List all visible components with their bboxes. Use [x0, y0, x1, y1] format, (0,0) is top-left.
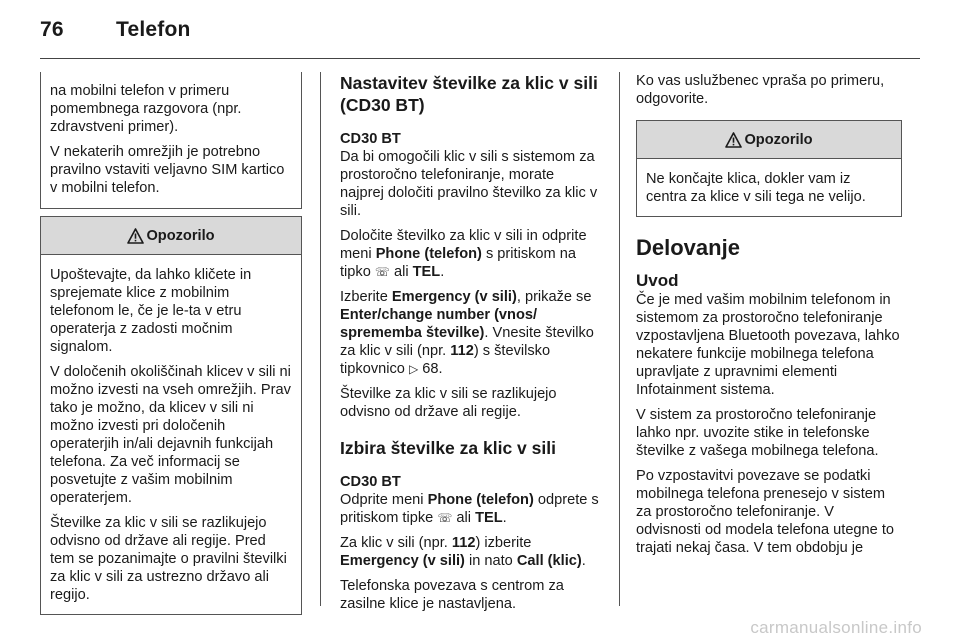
body-paragraph: Za klic v sili (npr. 112) izberite Emergency (v sili) in nato Call (klic). — [340, 535, 586, 569]
warning-paragraph: Številke za klic v sili se razlikujejo odvisno od države ali regije. Pred tem se pozanimajte o pravilni številki za klic v sili za ustrezno državo ali regijo. — [50, 515, 287, 603]
subheading: CD30 BT — [340, 474, 401, 490]
warning-box — [636, 120, 902, 217]
body-paragraph: Če je med vašim mobilnim telefonom in sistemom za prostoročno telefoniranje vzpostavljena Bluetooth povezava, lahko nekatere funkcije mobilnega telefona upravljate z upravnimi elementi Infotainment sistema. — [636, 292, 900, 398]
continued-note-box — [40, 72, 302, 209]
body-paragraph: Po vzpostavitvi povezave se podatki mobilnega telefona prenesejo v sistem za prostoročno telefoniranje. V odvisnosti od modela telefona utegne to trajati nekaj časa. V tem obdobju je — [636, 468, 895, 556]
body-paragraph: Številke za klic v sili se razlikujejo odvisno od države ali regije. — [340, 386, 557, 420]
header-text — [40, 18, 191, 42]
warning-body — [41, 255, 301, 614]
warning-header — [41, 217, 301, 255]
column-3 — [636, 72, 902, 564]
menu-name: Phone (telefon) — [427, 492, 534, 508]
body-paragraph: V sistem za prostoročno telefoniranje lahko npr. uvozite stike in telefonske številke z vašega mobilnega telefona. — [636, 407, 879, 459]
menu-item: Emergency (v sili) — [391, 289, 517, 305]
header-rule — [40, 58, 920, 59]
warning-triangle-icon — [725, 132, 742, 148]
note-paragraph: na mobilni telefon v primeru pomembnega razgovora (npr. zdravstveni primer). — [50, 83, 242, 135]
body-paragraph: Telefonska povezava s centrom za zasilne klice je nastavljena. — [340, 578, 564, 612]
warning-box — [40, 216, 302, 615]
warning-title: Opozorilo — [744, 131, 813, 148]
key-name: TEL — [412, 264, 441, 280]
menu-item: Call (klic) — [516, 553, 582, 569]
example-number: 112 — [451, 535, 476, 551]
page-number: 76 — [40, 18, 64, 41]
page-ref-arrow-icon: ▷ — [408, 362, 419, 376]
example-number: 112 — [450, 343, 474, 359]
column-divider-1 — [320, 72, 321, 606]
warning-paragraph: Ne končajte klica, dokler vam iz centra za klice v sili tega ne velijo. — [646, 171, 866, 205]
subheading: Uvod — [636, 271, 679, 290]
body-paragraph: Odprite meni Phone (telefon) odprete s pritiskom tipke ☏ ali TEL. — [340, 492, 599, 526]
body-paragraph: Izberite Emergency (v sili), prikaže se Enter/change number (vnos/ sprememba številke). Vnesite številko za klic v sili (npr. 112) s številsko tipkovnico ▷ 68. — [340, 289, 594, 377]
body-paragraph: Ko vas uslužbenec vpraša po primeru, odgovorite. — [636, 73, 885, 107]
watermark: carmanualsonline.info — [750, 618, 922, 637]
body-paragraph: Da bi omogočili klic v sili s sistemom za prostoročno telefoniranje, morate najprej določiti pravilno številko za klic v sili. — [340, 149, 598, 219]
warning-paragraph: V določenih okoliščinah klicev v sili ni možno izvesti na vseh omrežjih. Prav tako je možno, da klicev v sili ni možno izvesti pri določenih operaterjih in/ali dejavnih funkcijah telefona. Za več informacij se posvetujte z vašim mobilnim operaterjem. — [50, 364, 291, 506]
warning-paragraph: Upoštevajte, da lahko kličete in sprejemate klice z mobilnim telefonom le, če je le-ta v etru operaterja z zadosti močnim signalom. — [50, 267, 252, 355]
menu-item: Emergency (v sili) — [340, 553, 465, 569]
phone-key-icon: ☏ — [374, 265, 390, 279]
body-paragraph: Določite številko za klic v sili in odprite meni Phone (telefon) s pritiskom na tipko ☏ ali TEL. — [340, 228, 587, 280]
warning-title: Opozorilo — [146, 227, 215, 244]
section-heading: Nastavitev številke za klic v sili (CD30 BT) — [340, 73, 598, 115]
menu-item: Enter/change number (vnos/ sprememba številke) — [340, 307, 538, 341]
warning-header — [637, 121, 901, 159]
key-name: TEL — [475, 510, 503, 526]
column-1 — [40, 72, 302, 615]
column-divider-2 — [619, 72, 620, 606]
chapter-heading: Delovanje — [636, 235, 740, 260]
page-reference[interactable]: 68. — [418, 361, 443, 377]
subheading: CD30 BT — [340, 131, 401, 147]
phone-key-icon: ☏ — [437, 511, 453, 525]
note-paragraph: V nekaterih omrežjih je potrebno pravilno vstaviti veljavno SIM kartico v mobilni telefon. — [50, 144, 285, 196]
warning-body — [637, 159, 901, 216]
column-2 — [340, 72, 602, 620]
section-heading: Izbira številke za klic v sili — [340, 438, 556, 458]
menu-name: Phone (telefon) — [375, 246, 482, 262]
chapter-title: Telefon — [116, 18, 191, 41]
warning-triangle-icon — [127, 228, 144, 244]
